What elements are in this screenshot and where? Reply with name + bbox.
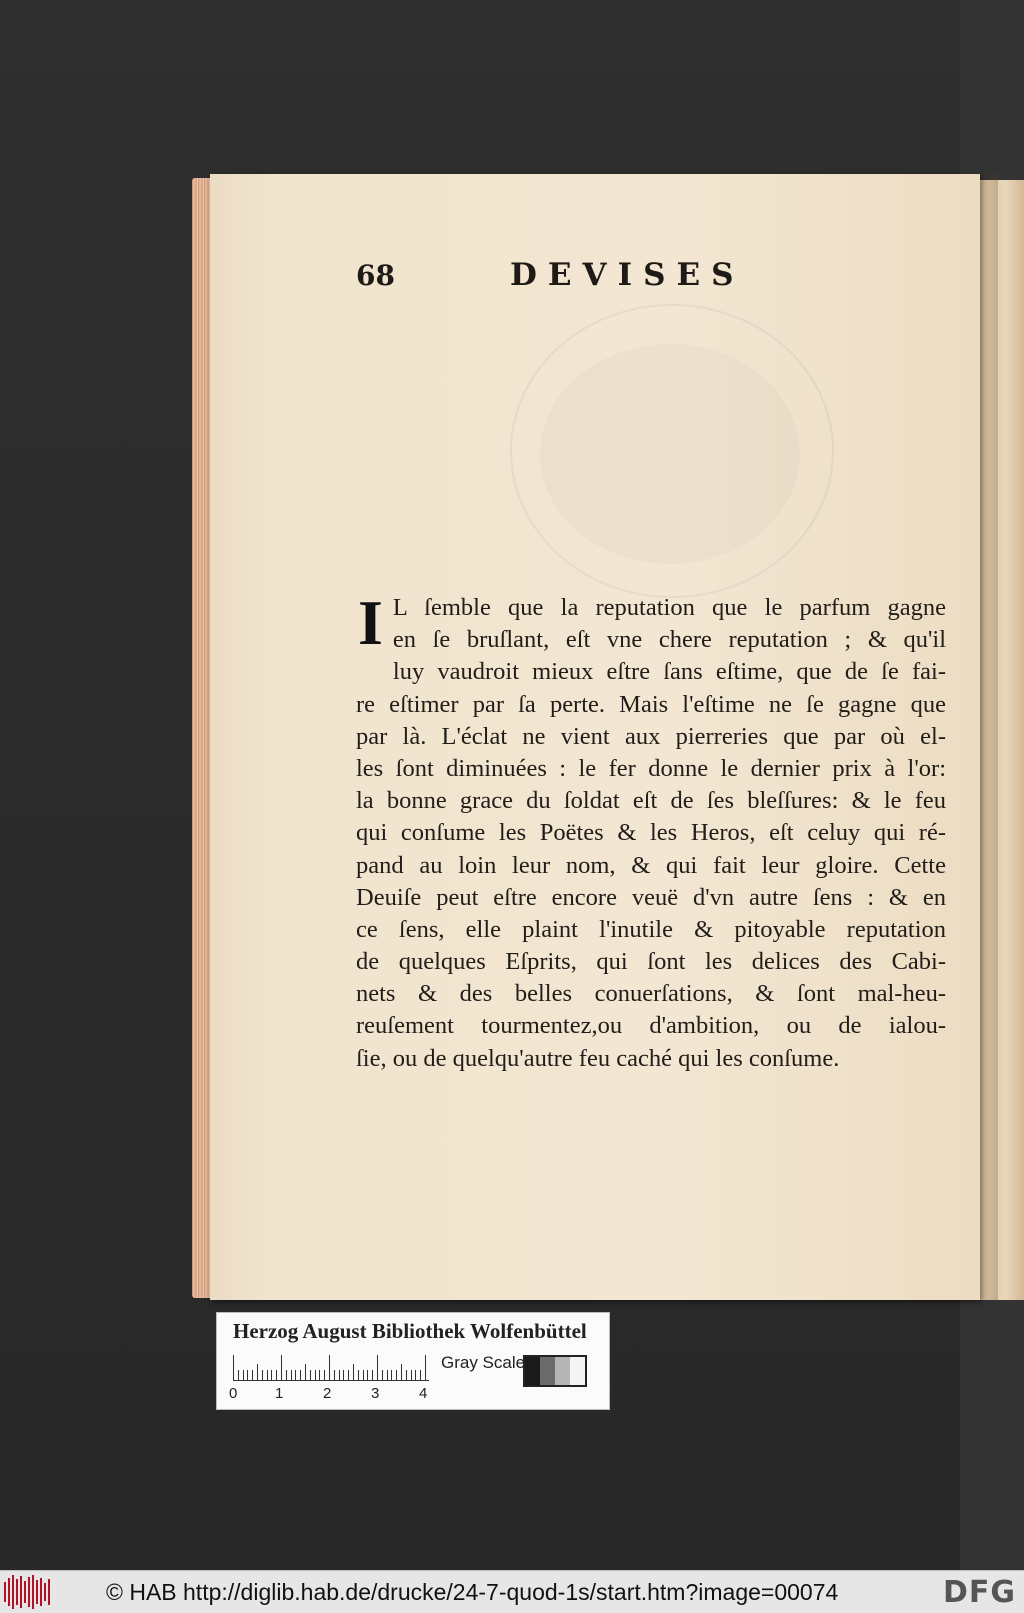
- ruler-tick: [295, 1370, 296, 1380]
- ruler-label: 1: [275, 1385, 284, 1402]
- ruler-tick: [305, 1364, 306, 1380]
- hab-logo-bar: [16, 1579, 18, 1605]
- hab-logo-bar: [32, 1575, 34, 1609]
- gray-scale-label: Gray Scale: [441, 1353, 526, 1372]
- ruler-tick: [339, 1370, 340, 1380]
- gray-step: [540, 1357, 555, 1385]
- ruler-tick: [406, 1370, 407, 1380]
- gray-step: [570, 1357, 585, 1385]
- card-title: Herzog August Bibliothek Wolfenbüttel: [233, 1319, 587, 1343]
- gray-step: [525, 1357, 540, 1385]
- ruler-tick: [420, 1370, 421, 1380]
- hab-logo-bar: [36, 1580, 38, 1604]
- page-header: [210, 259, 980, 299]
- ruler-label: 0: [229, 1385, 238, 1402]
- text-line: luy vaudroit mieux eſtre ſans eſtime, que de ſe fai-: [392, 658, 946, 686]
- running-title: DEVISES: [510, 257, 745, 293]
- text-line: par là. L'éclat ne vient aux pierreries que par où el-: [356, 722, 946, 750]
- text-line: ſie, ou de quelqu'autre feu caché qui les conſume.: [356, 1044, 840, 1072]
- footer-bar: [0, 1570, 1024, 1613]
- ruler-tick: [382, 1370, 383, 1380]
- ruler-tick: [276, 1370, 277, 1380]
- ruler-tick: [300, 1370, 301, 1380]
- ruler-tick: [243, 1370, 244, 1380]
- ruler-tick: [281, 1355, 282, 1380]
- page-number: 68: [356, 259, 395, 292]
- ruler-tick: [334, 1370, 335, 1380]
- ruler: [233, 1355, 429, 1381]
- ruler-tick: [315, 1370, 316, 1380]
- ruler-tick: [257, 1364, 258, 1380]
- ruler-tick: [415, 1370, 416, 1380]
- show-through-emblem-inner: [540, 344, 800, 564]
- ruler-tick: [233, 1355, 234, 1380]
- ruler-tick: [252, 1370, 253, 1380]
- ruler-tick: [411, 1370, 412, 1380]
- ruler-tick: [329, 1355, 330, 1380]
- ruler-tick: [387, 1370, 388, 1380]
- hab-logo-bar: [40, 1578, 42, 1606]
- ruler-tick: [377, 1355, 378, 1380]
- hab-logo-bar: [4, 1582, 6, 1602]
- hab-logo-bar: [48, 1579, 50, 1605]
- ruler-tick: [271, 1370, 272, 1380]
- ruler-tick: [425, 1355, 426, 1380]
- drop-cap: I: [358, 587, 383, 658]
- ruler-tick: [324, 1370, 325, 1380]
- ruler-tick: [262, 1370, 263, 1380]
- ruler-tick: [358, 1370, 359, 1380]
- footer-credit-link[interactable]: © HAB http://diglib.hab.de/drucke/24-7-quod-1s/start.htm?image=00074: [106, 1578, 839, 1605]
- ruler-tick: [343, 1370, 344, 1380]
- color-calibration-card: [216, 1312, 610, 1410]
- hab-logo-bar: [12, 1575, 14, 1609]
- ruler-tick: [367, 1370, 368, 1380]
- text-line: L ſemble que la reputation que le parfum gagne: [392, 594, 946, 621]
- ruler-tick: [238, 1370, 239, 1380]
- hab-logo-bar: [44, 1583, 46, 1601]
- dfg-logo: DFG: [942, 1575, 1016, 1610]
- hab-logo-bar: [24, 1581, 26, 1603]
- ruler-tick: [353, 1364, 354, 1380]
- text-line: en ſe bruſlant, eſt vne chere reputation ; & qu'il: [392, 626, 946, 654]
- ruler-tick: [267, 1370, 268, 1380]
- ruler-tick: [286, 1370, 287, 1380]
- hab-logo-bar: [28, 1577, 30, 1607]
- text-line: pand au loin leur nom, & qui fait leur gloire. Cette: [356, 851, 946, 879]
- book: [192, 174, 1024, 1304]
- text-line: les ſont diminuées : le fer donne le dernier prix à l'or:: [356, 754, 946, 782]
- text-line: ce ſens, elle plaint l'inutile & pitoyable reputation: [356, 915, 946, 943]
- ruler-tick: [396, 1370, 397, 1380]
- ruler-tick: [291, 1370, 292, 1380]
- ruler-tick: [319, 1370, 320, 1380]
- text-line: nets & des belles conuerſations, & ſont mal-heu-: [356, 980, 946, 1008]
- ruler-tick: [372, 1370, 373, 1380]
- ruler-label: 2: [323, 1385, 332, 1402]
- page-gutter: [980, 174, 998, 1300]
- ruler-label: 3: [371, 1385, 380, 1402]
- ruler-tick: [310, 1370, 311, 1380]
- text-line: re eſtimer par ſa perte. Mais l'eſtime ne ſe gagne que: [356, 690, 946, 718]
- gray-scale-bar: [523, 1355, 587, 1387]
- ruler-baseline: [233, 1380, 429, 1381]
- hab-logo-bar: [20, 1576, 22, 1608]
- hab-logo-bar: [8, 1578, 10, 1606]
- body-paragraph: [356, 587, 946, 1075]
- text-line: Deuiſe peut eſtre encore veuë d'vn autre ſens : & en: [356, 883, 946, 911]
- ruler-tick: [348, 1370, 349, 1380]
- text-line: reuſement tourmentez,ou d'ambition, ou de ialou-: [356, 1012, 946, 1040]
- hab-logo-icon: [4, 1575, 52, 1609]
- ruler-tick: [391, 1370, 392, 1380]
- ruler-tick: [363, 1370, 364, 1380]
- book-page: [210, 174, 980, 1300]
- ruler-label: 4: [419, 1385, 428, 1402]
- gray-step: [555, 1357, 570, 1385]
- text-line: de quelques Eſprits, qui ſont les delices des Cabi-: [356, 948, 946, 976]
- ruler-tick: [401, 1364, 402, 1380]
- ruler-tick: [247, 1370, 248, 1380]
- text-line: la bonne grace du ſoldat eſt de ſes bleſſures: & le feu: [356, 787, 946, 815]
- text-line: qui conſume les Poëtes & les Heros, eſt celuy qui ré-: [356, 819, 946, 847]
